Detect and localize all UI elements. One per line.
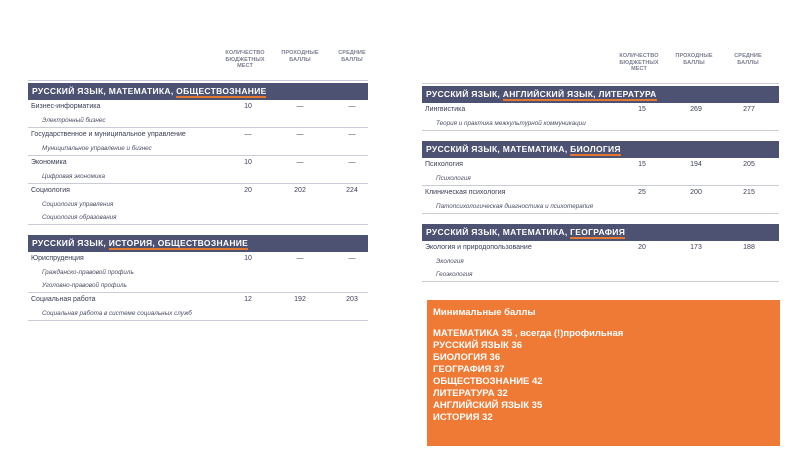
subject-banner	[28, 235, 368, 252]
passing-score: 173	[690, 244, 702, 251]
budget-places: 10	[244, 103, 252, 110]
program-name: Лингвистика	[425, 106, 466, 113]
passing-score: 192	[294, 296, 306, 303]
column-headers	[28, 50, 368, 80]
passing-score: —	[296, 131, 304, 138]
program-row	[422, 103, 779, 131]
profile-name: Психология	[436, 175, 471, 182]
header-passing-scores: ПРОХОДНЫЕ БАЛЛЫ	[675, 53, 713, 66]
min-score-item: АНГЛИЙСКИЙ ЯЗЫК 35	[433, 400, 543, 411]
budget-places: 15	[638, 161, 646, 168]
profile-name: Гражданско-правовой профиль	[42, 269, 134, 276]
profile-name: Социальная работа в системе социальных служб	[42, 310, 192, 317]
profile-name: Социология управления	[42, 201, 114, 208]
minimum-scores-box	[427, 300, 780, 446]
average-score: 203	[346, 296, 358, 303]
banner-underline	[109, 248, 248, 250]
average-score: —	[348, 255, 356, 262]
program-name: Государственное и муниципальное управление	[31, 131, 186, 138]
banner-key-subject: ОБЩЕСТВОЗНАНИЕ	[176, 86, 267, 96]
program-row	[422, 241, 779, 282]
min-score-item: МАТЕМАТИКА 35 , всегда (!)профильная	[433, 328, 624, 339]
profile-name: Муниципальное управление и бизнес	[42, 145, 152, 152]
average-score: —	[348, 131, 356, 138]
budget-places: 20	[244, 187, 252, 194]
profile-name: Теория и практика межкультурной коммуникации	[436, 120, 586, 127]
left-table	[28, 50, 368, 321]
banner-underline	[176, 96, 266, 98]
profile-name: Социология образования	[42, 214, 117, 221]
budget-places: 20	[638, 244, 646, 251]
budget-places: 25	[638, 189, 646, 196]
passing-score: —	[296, 255, 304, 262]
profile-name: Электронный бизнес	[42, 117, 106, 124]
subject-banner	[28, 83, 368, 100]
min-score-item: РУССКИЙ ЯЗЫК 36	[433, 340, 523, 351]
program-name: Социология	[31, 187, 70, 194]
program-row	[28, 156, 368, 184]
header-budget-places: КОЛИЧЕСТВО БЮДЖЕТНЫХ МЕСТ	[619, 53, 659, 72]
min-score-item: ЛИТЕРАТУРА 32	[433, 388, 508, 399]
average-score: 215	[743, 189, 755, 196]
program-row	[28, 128, 368, 156]
program-name: Экология и природопользование	[425, 244, 532, 251]
budget-places: 15	[638, 106, 646, 113]
header-average-scores: СРЕДНИЕ БАЛЛЫ	[338, 50, 366, 63]
average-score: 277	[743, 106, 755, 113]
subject-banner	[422, 86, 779, 103]
program-row	[28, 252, 368, 293]
program-row	[422, 158, 779, 186]
average-score: 205	[743, 161, 755, 168]
program-name: Социальная работа	[31, 296, 96, 303]
banner-subjects: РУССКИЙ ЯЗЫК, МАТЕМАТИКА,	[426, 144, 571, 154]
right-table	[422, 53, 779, 282]
min-score-item: БИОЛОГИЯ 36	[433, 352, 501, 363]
passing-score: 200	[690, 189, 702, 196]
banner-subjects: РУССКИЙ ЯЗЫК,	[426, 89, 503, 99]
subject-banner	[422, 141, 779, 158]
budget-places: 10	[244, 159, 252, 166]
header-passing-scores: ПРОХОДНЫЕ БАЛЛЫ	[281, 50, 319, 63]
banner-key-subject: ГЕОГРАФИЯ	[570, 227, 626, 237]
banner-subjects: РУССКИЙ ЯЗЫК,	[32, 238, 109, 248]
passing-score: —	[296, 103, 304, 110]
profile-name: Патопсихологическая диагностика и психотерапия	[436, 203, 594, 210]
column-headers	[422, 53, 779, 83]
minimum-scores-title: Минимальные баллы	[433, 307, 536, 318]
profile-name: Экология	[436, 258, 464, 265]
banner-underline	[503, 99, 657, 101]
banner-key-subject: БИОЛОГИЯ	[570, 144, 621, 154]
program-row	[422, 186, 779, 214]
program-name: Экономика	[31, 159, 67, 166]
program-name: Бизнес-информатика	[31, 103, 101, 110]
min-score-item: ИСТОРИЯ 32	[433, 412, 493, 423]
program-row	[28, 184, 368, 225]
program-row	[28, 293, 368, 321]
passing-score: 202	[294, 187, 306, 194]
banner-subjects: РУССКИЙ ЯЗЫК, МАТЕМАТИКА,	[426, 227, 571, 237]
banner-underline	[570, 237, 625, 239]
subject-banner	[422, 224, 779, 241]
budget-places: —	[244, 131, 252, 138]
banner-underline	[570, 154, 621, 156]
banner-key-subject: ИСТОРИЯ, ОБЩЕСТВОЗНАНИЕ	[108, 238, 249, 248]
budget-places: 12	[244, 296, 252, 303]
banner-subjects: РУССКИЙ ЯЗЫК, МАТЕМАТИКА,	[32, 86, 177, 96]
minimum-scores-list	[433, 328, 780, 424]
profile-name: Цифровая экономика	[42, 173, 105, 180]
passing-score: 269	[690, 106, 702, 113]
min-score-item: ГЕОГРАФИЯ 37	[433, 364, 505, 375]
profile-name: Уголовно-правовой профиль	[42, 282, 127, 289]
average-score: 224	[346, 187, 358, 194]
min-score-item: ОБЩЕСТВОЗНАНИЕ 42	[433, 376, 543, 387]
program-name: Психология	[425, 161, 463, 168]
program-row	[28, 100, 368, 128]
average-score: —	[348, 159, 356, 166]
budget-places: 10	[244, 255, 252, 262]
average-score: 188	[743, 244, 755, 251]
profile-name: Геоэкология	[436, 271, 473, 278]
passing-score: 194	[690, 161, 702, 168]
program-name: Клиническая психология	[425, 189, 506, 196]
program-name: Юриспруденция	[31, 255, 84, 262]
passing-score: —	[296, 159, 304, 166]
banner-key-subject: АНГЛИЙСКИЙ ЯЗЫК, ЛИТЕРАТУРА	[502, 89, 657, 99]
header-average-scores: СРЕДНИЕ БАЛЛЫ	[734, 53, 762, 66]
average-score: —	[348, 103, 356, 110]
header-budget-places: КОЛИЧЕСТВО БЮДЖЕТНЫХ МЕСТ	[225, 50, 265, 69]
